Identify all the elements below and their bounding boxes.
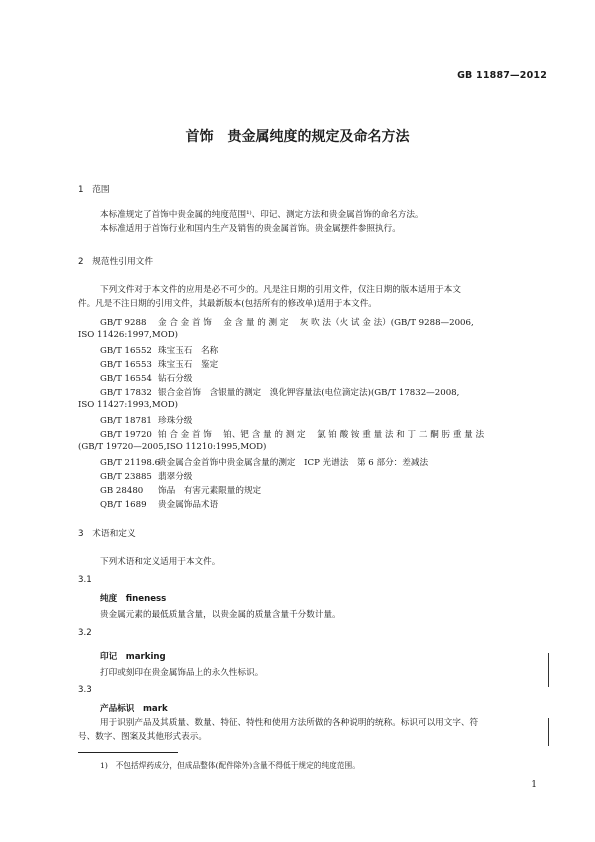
term-3-1-number: 3.1 [78,575,92,585]
section-1-heading: 1 范围 [78,185,110,195]
ref-title: 钻石分级 [158,374,193,384]
ref-gbt-16552 [100,344,218,356]
section-3-heading: 3 术语和定义 [78,529,136,539]
term-3-3-definition-line-1: 用于识别产品及其质量、数量、特征、特性和使用方法所做的各种说明的统称。标识可以用文字、符 [100,718,479,728]
ref-title: 饰品 有害元素限量的规定 [158,486,262,496]
ref-gbt-18781 [100,414,192,426]
change-bar [548,718,549,746]
ref-gbt-19720-cont: (GB/T 19720—2005,ISO 11210:1995,MOD) [78,442,267,452]
term-3-2-number: 3.2 [78,628,92,638]
section-1-para-2: 本标准适用于首饰行业和国内生产及销售的贵金属首饰。贵金属摆件参照执行。 [100,224,401,234]
section-3-intro: 下列术语和定义适用于本文件。 [100,557,221,567]
page-number: 1 [531,780,537,790]
term-3-3-number: 3.3 [78,685,92,695]
ref-title: 珠宝玉石 鉴定 [158,360,219,370]
ref-gbt-17832 [100,386,459,398]
ref-title: 铂 合 金 首 饰 铂、钯 含 量 的 测 定 氯 铂 酸 铵 重 量 法 和 丁 二 酮 肟 重 量 法 [158,430,485,440]
section-2-heading: 2 规范性引用文件 [78,257,154,267]
footnote: 1) 不包括焊药成分，但成品整体(配件除外)含量不得低于规定的纯度范围。 [100,761,360,770]
term-3-2-name: 印记 marking [100,652,166,662]
ref-code: GB/T 21198.6 [100,458,161,468]
term-3-2-definition: 打印或刻印在贵金属饰品上的永久性标识。 [100,668,264,678]
footnote-separator [78,752,178,753]
term-3-3-definition-line-2: 号、数字、图案及其他形式表示。 [78,732,207,742]
ref-title: 贵金属合金首饰中贵金属含量的测定 ICP 光谱法 第 6 部分：差减法 [158,458,429,468]
ref-code: GB/T 23885 [100,472,152,482]
section-2-intro-line-2: 件。凡是不注日期的引用文件，其最新版本(包括所有的修改单)适用于本文件。 [78,299,377,309]
term-3-3-name: 产品标识 mark [100,704,168,714]
ref-gbt-21198-6 [100,456,428,468]
ref-gb-28480 [100,484,261,496]
ref-qbt-1689 [100,498,218,510]
section-2-intro-line-1: 下列文件对于本文件的应用是必不可少的。凡是注日期的引用文件，仅注日期的版本适用于本文 [100,285,461,295]
ref-code: QB/T 1689 [100,500,147,510]
ref-code: GB/T 9288 [100,318,147,328]
ref-title: 银合金首饰 含银量的测定 溴化钾容量法(电位滴定法)(GB/T 17832—2008, [158,388,460,398]
term-3-1-name: 纯度 fineness [100,594,167,604]
ref-code: GB/T 16552 [100,346,152,356]
ref-gbt-9288 [100,316,474,328]
term-3-1-definition: 贵金属元素的最低质量含量，以贵金属的质量含量千分数计量。 [100,610,341,620]
section-1-para-1: 本标准规定了首饰中贵金属的纯度范围¹⁾、印记、测定方法和贵金属首饰的命名方法。 [100,210,424,220]
ref-title: 珍珠分级 [158,416,193,426]
change-bar [548,653,549,687]
ref-gbt-9288-cont: ISO 11426:1997,MOD) [78,330,178,340]
ref-code: GB/T 17832 [100,388,152,398]
ref-code: GB/T 16554 [100,374,152,384]
ref-code: GB/T 19720 [100,430,152,440]
ref-title: 翡翠分级 [158,472,193,482]
document-title: 首饰 贵金属纯度的规定及命名方法 [185,129,410,145]
ref-gbt-23885 [100,470,192,482]
ref-gbt-16554 [100,372,192,384]
ref-title: 珠宝玉石 名称 [158,346,219,356]
ref-title: 贵金属饰品术语 [158,500,219,510]
ref-code: GB 28480 [100,486,144,496]
standard-code: GB 11887—2012 [457,70,547,81]
ref-gbt-19720 [100,428,484,440]
ref-gbt-16553 [100,358,218,370]
ref-gbt-17832-cont: ISO 11427:1993,MOD) [78,400,178,410]
ref-code: GB/T 16553 [100,360,152,370]
ref-title: 金 合 金 首 饰 金 含 量 的 测 定 灰 吹 法（火 试 金 法）(GB/T 9288—2006, [158,318,474,328]
ref-code: GB/T 18781 [100,416,152,426]
